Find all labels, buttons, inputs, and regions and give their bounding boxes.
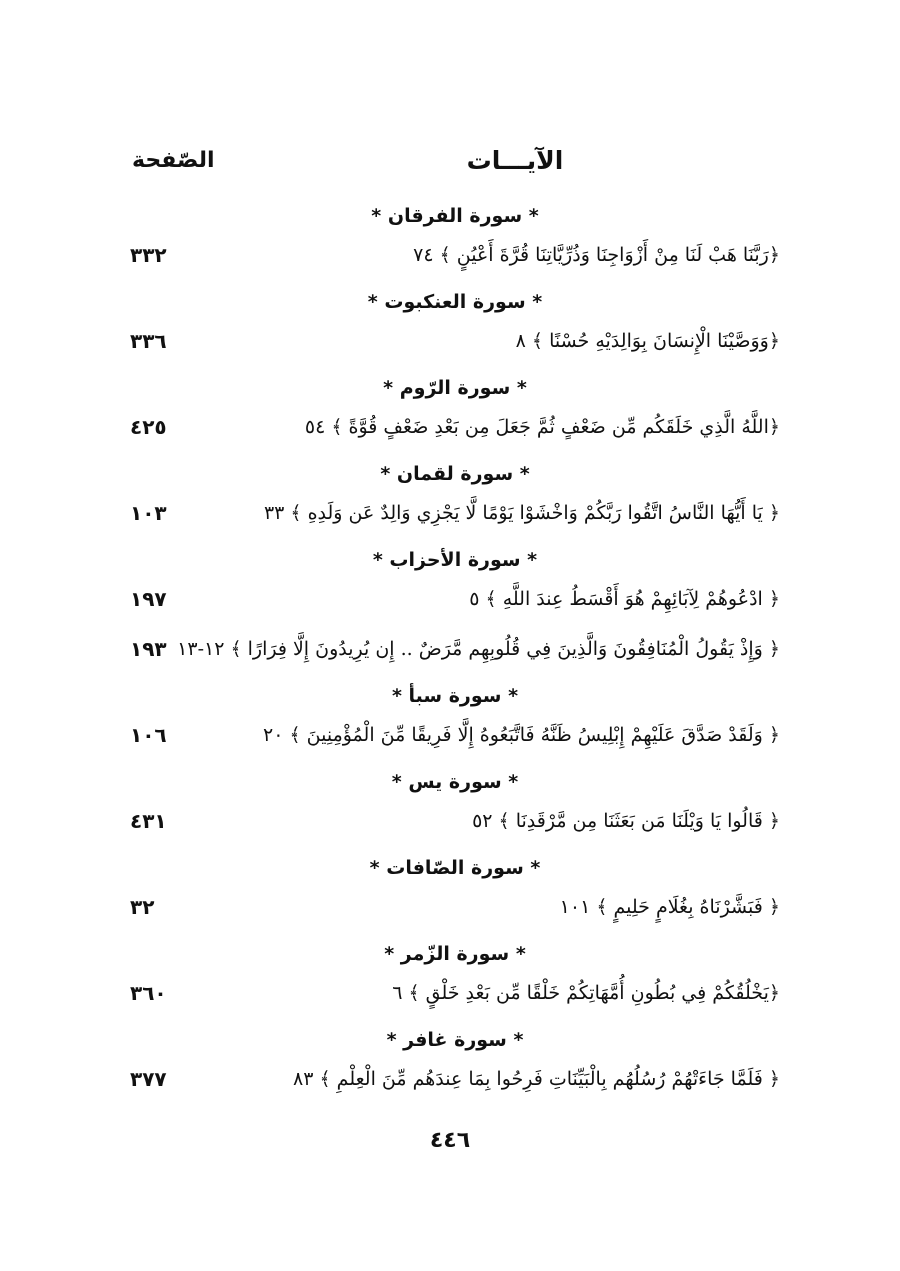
surah-title: * سورة الصّافات * [369,857,541,879]
verse-text: ﴿وَوَصَّيْنَا الْإِنسَانَ بِوَالِدَيْهِ حُسْنًا ﴾ ٨ [515,330,780,352]
verse-row [130,1058,780,1100]
verse-row [130,492,780,534]
verse-row [130,886,780,928]
verse-text: ﴿رَبَّنَا هَبْ لَنَا مِنْ أَزْوَاجِنَا وَذُرِّيَّاتِنَا قُرَّةَ أَعْيُنٍ ﴾ ٧٤ [413,244,780,266]
verse-text: ﴿ وَلَقَدْ صَدَّقَ عَلَيْهِمْ إِبْلِيسُ ظَنَّهُ فَاتَّبَعُوهُ إِلَّا فَرِيقًا مِّنَ الْمُؤْمِنِينَ ﴾ ٢٠ [263,724,780,746]
verse-row [130,234,780,276]
verse-row [130,972,780,1014]
surah-title: * سورة العنكبوت * [367,291,543,313]
surah-section [130,542,780,670]
page-number: ٤٢٥ [130,415,167,439]
page-number: ١٠٣ [130,501,167,525]
page-number: ٣٦٠ [130,981,167,1005]
page-column-header: الصّفحة [132,148,215,173]
verse-index [130,198,780,1108]
page-number: ١٩٧ [130,587,167,611]
page-number: ٣٢ [130,895,155,919]
verse-row [130,800,780,842]
surah-section [130,198,780,276]
surah-section [130,284,780,362]
surah-title: * سورة غافر * [386,1029,524,1051]
verse-row [130,578,780,620]
surah-title: * سورة لقمان * [380,463,530,485]
surah-section [130,1022,780,1100]
verse-row [130,406,780,448]
surah-section [130,936,780,1014]
verse-row [130,628,780,670]
page-number: ٣٧٧ [130,1067,167,1091]
verse-text: ﴿ فَبَشَّرْنَاهُ بِغُلَامٍ حَلِيمٍ ﴾ ١٠١ [559,896,780,918]
page-number: ٤٣١ [130,809,167,833]
surah-section [130,678,780,756]
verse-text: ﴿اللَّهُ الَّذِي خَلَقَكُم مِّن ضَعْفٍ ثُمَّ جَعَلَ مِن بَعْدِ ضَعْفٍ قُوَّةً ﴾ ٥٤ [304,416,780,438]
verses-column-header: الآيـــات [466,146,564,175]
verse-row [130,714,780,756]
page-number: ٣٣٦ [130,329,167,353]
verse-text: ﴿ ادْعُوهُمْ لِآبَائِهِمْ هُوَ أَقْسَطُ عِندَ اللَّهِ ﴾ ٥ [469,588,780,610]
footer-page-number: ٤٤٦ [429,1128,471,1153]
verse-text: ﴿ وَإِذْ يَقُولُ الْمُنَافِقُونَ وَالَّذِينَ فِي قُلُوبِهِم مَّرَضٌ .. إِن يُرِيدُونَ إِلَّا فِرَارًا ﴾ ١٢-١٣ [177,638,780,660]
surah-title: * سورة الرّوم * [383,377,527,399]
surah-section [130,456,780,534]
verse-text: ﴿ يَا أَيُّهَا النَّاسُ اتَّقُوا رَبَّكُمْ وَاخْشَوْا يَوْمًا لَّا يَجْزِي وَالِدٌ عَن وَلَدِهِ ﴾ ٣٣ [263,502,780,524]
page-number: ٣٣٢ [130,243,167,267]
surah-title: * سورة الفرقان * [371,205,539,227]
verse-row [130,320,780,362]
surah-section [130,370,780,448]
verse-text: ﴿ قَالُوا يَا وَيْلَنَا مَن بَعَثَنَا مِن مَّرْقَدِنَا ﴾ ٥٢ [472,810,780,832]
surah-section [130,850,780,928]
verse-text: ﴿يَخْلُقُكُمْ فِي بُطُونِ أُمَّهَاتِكُمْ خَلْقًا مِّن بَعْدِ خَلْقٍ ﴾ ٦ [392,982,780,1004]
surah-title: * سورة الأحزاب * [372,549,538,571]
surah-section [130,764,780,842]
page-number: ١٠٦ [130,723,167,747]
surah-title: * سورة سبأ * [391,685,519,707]
surah-title: * سورة يس * [391,771,519,793]
verse-text: ﴿ فَلَمَّا جَاءَتْهُمْ رُسُلُهُم بِالْبَيِّنَاتِ فَرِحُوا بِمَا عِندَهُم مِّنَ الْعِلْمِ ﴾ ٨٣ [293,1068,780,1090]
surah-title: * سورة الزّمر * [384,943,526,965]
page-number: ١٩٣ [130,637,167,661]
